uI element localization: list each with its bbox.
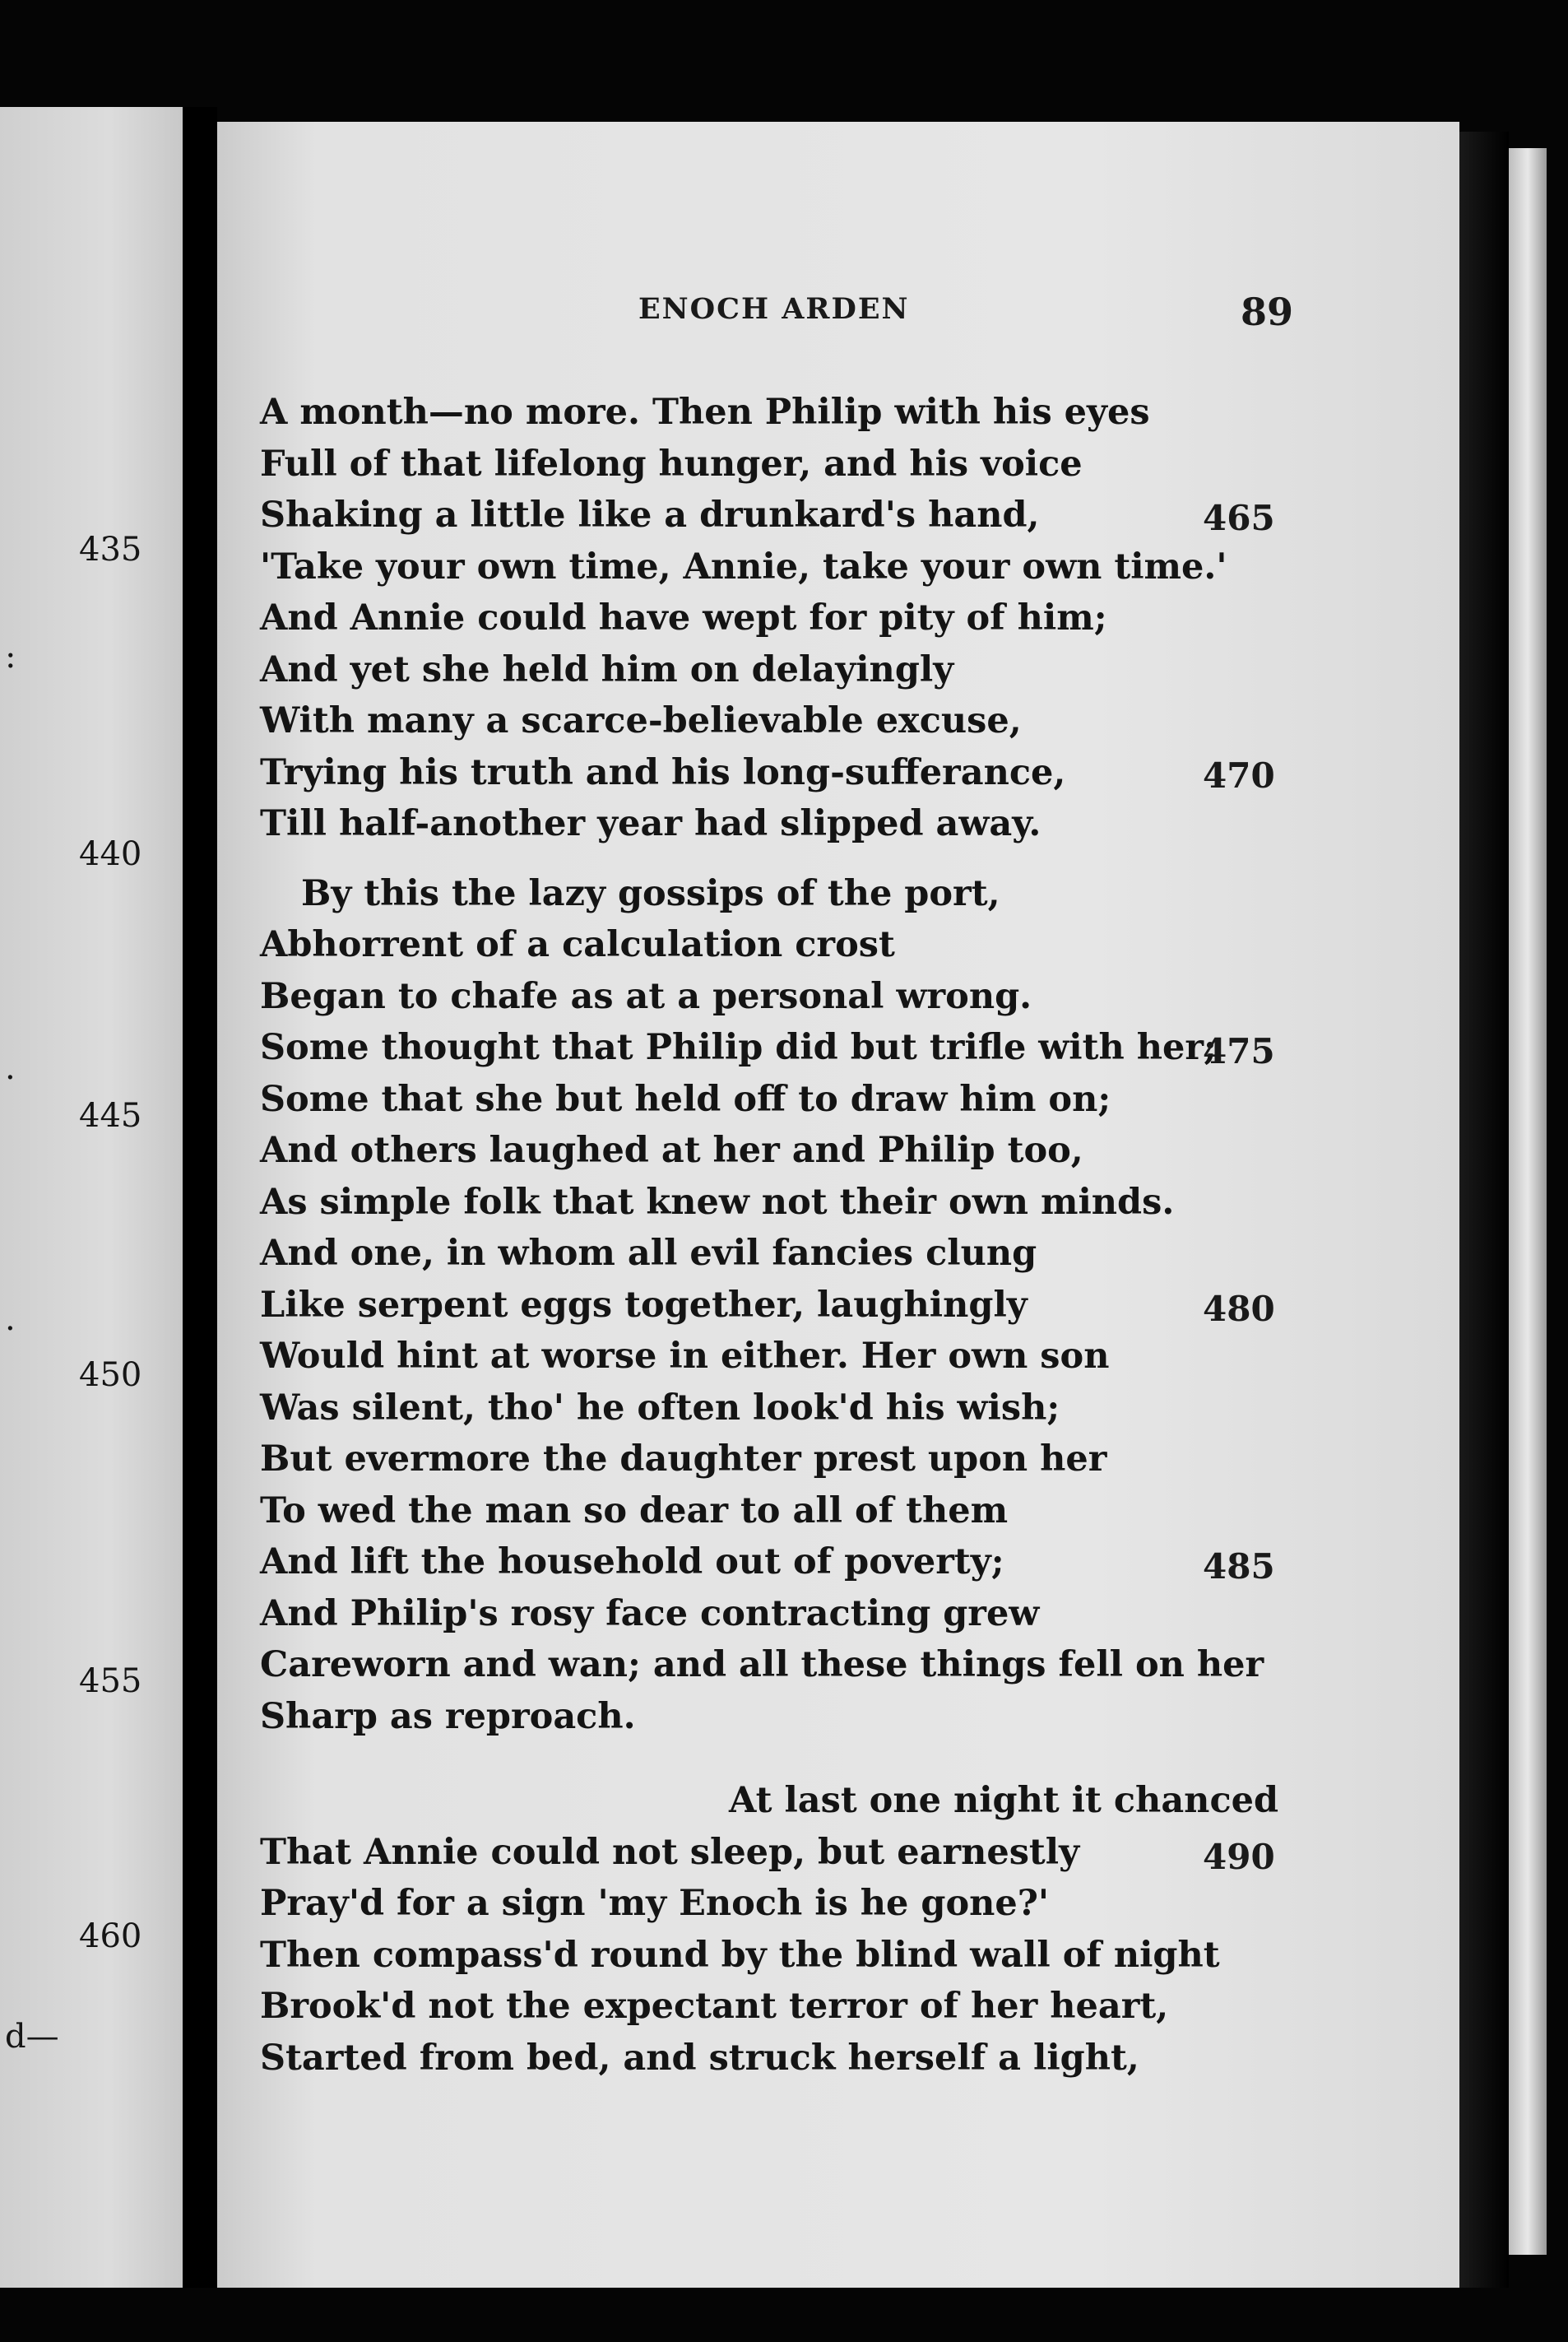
poem-line: Then compass'd round by the blind wall of night xyxy=(260,1934,1220,1976)
poem-line: At last one night it chanced xyxy=(729,1780,1279,1821)
poem-line: As simple folk that knew not their own minds. xyxy=(260,1181,1175,1223)
line-number: 485 xyxy=(1203,1546,1275,1587)
facing-line-number: 460 xyxy=(79,1917,142,1955)
line-number: 475 xyxy=(1203,1031,1275,1071)
poem-line: Was silent, tho' he often look'd his wish; xyxy=(260,1387,1060,1429)
poem-line: Would hint at worse in either. Her own son xyxy=(260,1336,1110,1377)
poem-line: A month—no more. Then Philip with his eyes xyxy=(260,392,1150,433)
poem-line: With many a scarce-believable excuse, xyxy=(260,700,1022,741)
page-edge-shadow xyxy=(1459,132,1509,2288)
poem-line: Sharp as reproach. xyxy=(260,1695,636,1737)
poem-line: And yet she held him on delayingly xyxy=(260,648,954,690)
poem-line: Started from bed, and struck herself a light, xyxy=(260,2037,1139,2079)
poem-line: Shaking a little like a drunkard's hand, xyxy=(260,495,1040,536)
poem-line: And one, in whom all evil fancies clung xyxy=(260,1233,1037,1274)
poem-line: Some thought that Philip did but trifle with her; xyxy=(260,1027,1217,1068)
line-number: 470 xyxy=(1203,755,1275,796)
poem-line: And Philip's rosy face contracting grew xyxy=(260,1592,1040,1634)
poem-line: And others laughed at her and Philip too, xyxy=(260,1130,1083,1171)
poem-line: To wed the man so dear to all of them xyxy=(260,1489,1009,1531)
facing-line-number: 445 xyxy=(79,1097,142,1135)
poem-body xyxy=(260,387,1279,2084)
poem-line: Careworn and wan; and all these things fell on her xyxy=(260,1644,1264,1685)
poem-line: Full of that lifelong hunger, and his voice xyxy=(260,443,1083,485)
poem-line: Till half-another year had slipped away. xyxy=(260,803,1041,844)
book-gutter xyxy=(183,107,217,2288)
poem-line: 'Take your own time, Annie, take your own time.' xyxy=(260,546,1227,588)
poem-line: And Annie could have wept for pity of him; xyxy=(260,597,1107,639)
poem-line: Trying his truth and his long-sufferance, xyxy=(260,751,1066,793)
running-head: ENOCH ARDEN xyxy=(638,292,910,326)
line-number: 465 xyxy=(1203,498,1275,538)
poem-line: Began to chafe as at a personal wrong. xyxy=(260,975,1032,1017)
facing-line-number: 435 xyxy=(79,531,142,569)
line-number: 480 xyxy=(1203,1289,1275,1329)
facing-page xyxy=(0,107,183,2288)
facing-line-number: 440 xyxy=(79,835,142,873)
poem-line: But evermore the daughter prest upon her xyxy=(260,1438,1107,1480)
poem-line: Abhorrent of a calculation crost xyxy=(260,924,895,965)
poem-line: Brook'd not the expectant terror of her heart, xyxy=(260,1986,1169,2027)
page-edge-stack xyxy=(1509,148,1547,2255)
page-number: 89 xyxy=(1241,290,1294,334)
facing-line-number: 450 xyxy=(79,1356,142,1394)
line-number: 490 xyxy=(1203,1837,1275,1877)
poem-line: Pray'd for a sign 'my Enoch is he gone?' xyxy=(260,1883,1050,1924)
poem-line: Like serpent eggs together, laughingly xyxy=(260,1284,1028,1326)
poem-line: Some that she but held off to draw him on; xyxy=(260,1078,1111,1120)
poem-line: That Annie could not sleep, but earnestly xyxy=(260,1831,1080,1873)
facing-text-fragment: . xyxy=(5,1300,16,1338)
facing-text-fragment: . xyxy=(5,1049,16,1087)
poem-line: By this the lazy gossips of the port, xyxy=(301,872,1000,914)
facing-line-number: 455 xyxy=(79,1662,142,1700)
facing-text-fragment: d— xyxy=(5,2018,59,2056)
poem-line: And lift the household out of poverty; xyxy=(260,1541,1004,1582)
facing-text-fragment: : xyxy=(5,638,16,676)
